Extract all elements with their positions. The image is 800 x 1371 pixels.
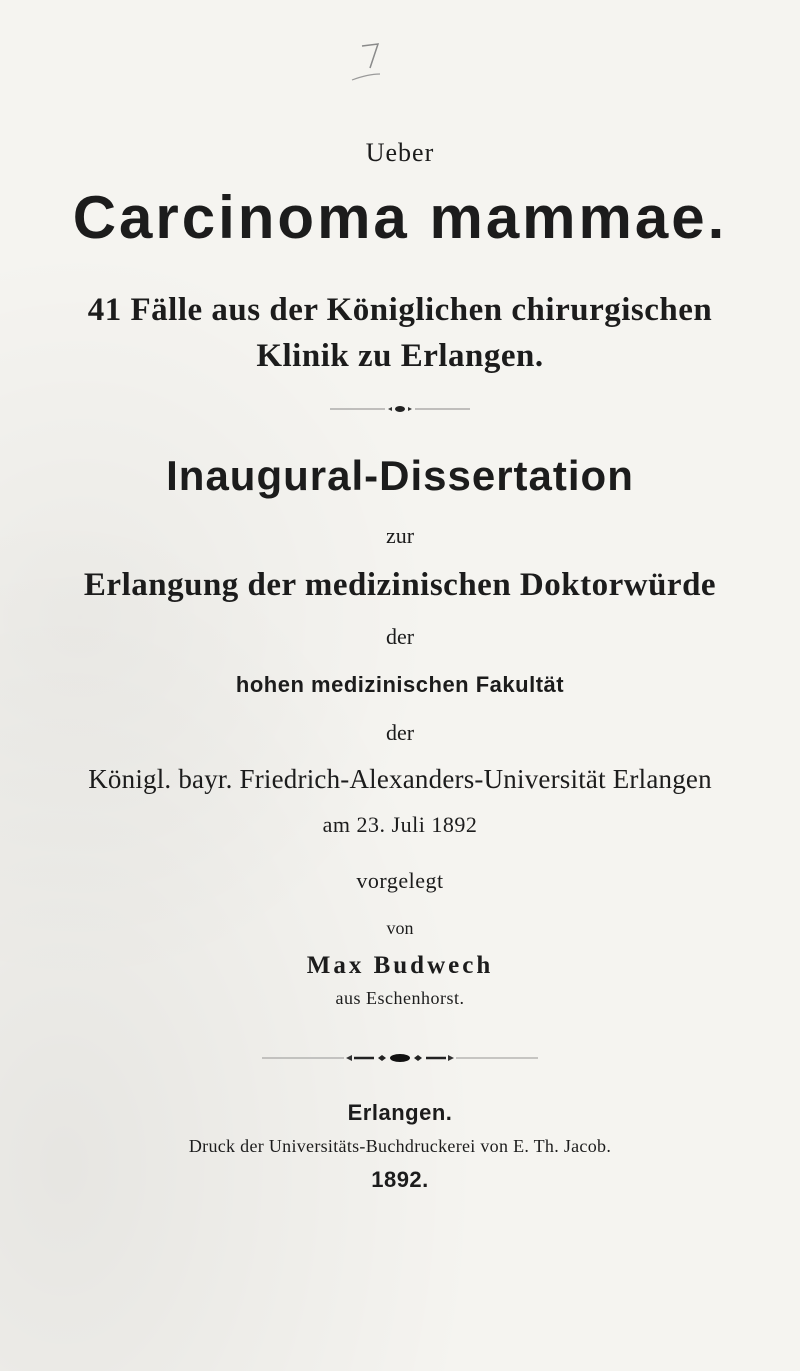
date-line: am 23. Juli 1892 [322,812,478,837]
printer-line: Druck der Universitäts-Buchdruckerei von E. Th. Jacob. [188,1136,612,1156]
von-text: von [386,918,414,938]
ornament-rule [262,1052,538,1064]
submitted-text: vorgelegt [356,868,444,893]
dissertation-heading: Inaugural-Dissertation [166,452,634,499]
author-name: Max Budwech [306,952,494,979]
subtitle-line-2: Klinik zu Erlangen. [256,338,544,374]
purpose-line: Erlangung der medizinischen Doktorwürde [83,567,717,603]
print-year: 1892. [371,1167,429,1192]
pretitle: Ueber [365,138,435,167]
faculty-line: hohen medizinischen Fakultät [235,672,565,697]
zur-text: zur [385,523,415,548]
print-city: Erlangen. [347,1100,453,1125]
author-origin: aus Eschenhorst. [335,988,465,1008]
der-text-2: der [385,720,415,745]
university-line: Königl. bayr. Friedrich-Alexanders-Universität Erlangen [88,764,712,794]
subtitle-line-1: 41 Fälle aus der Königlichen chirurgischen [87,292,713,328]
der-text-1: der [385,624,415,649]
main-title: Carcinoma mammae. [72,184,728,251]
pencil-annotation [340,24,400,84]
ornament-divider [330,404,470,414]
